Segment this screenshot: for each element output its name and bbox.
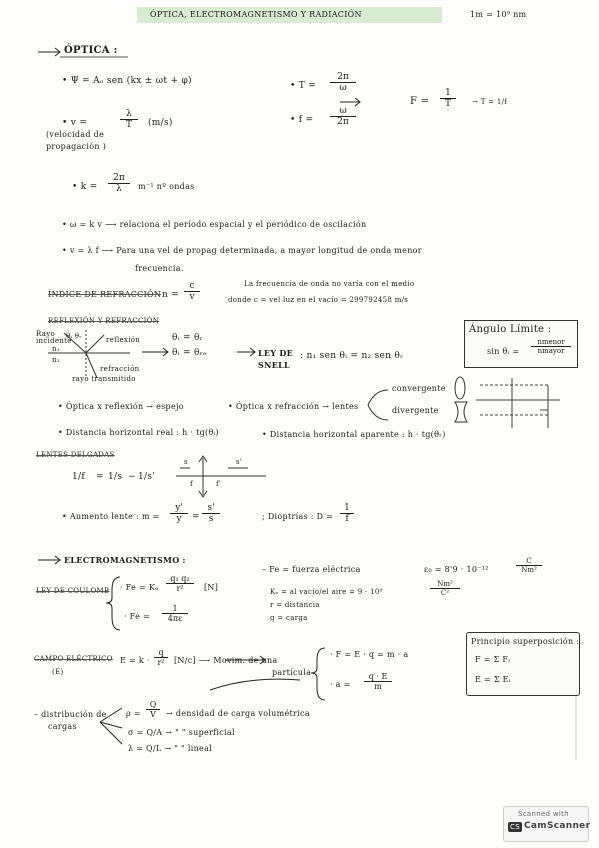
reflection-law-2: θᵢ = θᵣₑ: [172, 348, 207, 358]
wavenumber-fraction: $\frac{2\pi}{\lambda}$: [108, 173, 130, 194]
superposition-field: E = Σ Eᵢ: [475, 675, 511, 684]
critical-angle-title: Ángulo Límite :: [469, 324, 552, 335]
acceleration-fraction: $\frac{q \cdot E}{m}$: [364, 672, 392, 691]
camscanner-logo-icon: CS: [510, 823, 520, 831]
coulomb-brace: [106, 577, 120, 630]
field-equation-lhs: E = k ·: [120, 656, 150, 665]
lens-diagram-s: s: [184, 458, 188, 466]
lens-eq-term-b: 1/s': [138, 472, 156, 482]
rho-fraction: $\frac{Q}{V}$: [146, 700, 160, 719]
scanner-line-2: CamScanner: [524, 821, 591, 831]
arrow-electro: [38, 556, 60, 564]
epsilon-value: ε₀ = 8'9 · 10⁻¹²: [424, 565, 489, 574]
frequency-fraction: $\frac{\omega}{2\pi}$: [330, 106, 356, 127]
critical-angle-box: [464, 320, 578, 368]
dioptrias-fraction: $\frac{1}{f}$: [340, 503, 354, 524]
refraction-note-2: donde c = vel luz en el vacío = 299792458 m/s: [228, 296, 409, 304]
reflection-refraction-label: REFLEXIÓN Y REFRACCIÓN: [48, 317, 160, 325]
electric-field-label: CAMPO ELÉCTRICO: [34, 655, 113, 663]
magnification-fraction-1: $\frac{y'}{y}$: [170, 503, 188, 524]
dioptric-optics: • Óptica x refracción → lentes: [228, 402, 359, 411]
force-equation: · F = E · q = m · a: [330, 650, 409, 659]
ke-unit: $\frac{\text{Nm²}}{\text{C²}}$: [430, 580, 460, 597]
snell-label-2: SNELL: [258, 360, 290, 370]
period-frequency-note: → T = 1/f: [472, 98, 508, 106]
refraction-index-label: ÍNDICE DE REFRACCIÓN: [48, 290, 162, 299]
unit-conversion-note: 1m = 10⁹ nm: [470, 10, 527, 19]
dioptrias-lhs: ; Dioptrías : D =: [262, 512, 334, 521]
scanner-line-1: Scanned with: [518, 810, 569, 818]
rho-lhs: ρ =: [126, 709, 141, 718]
lens-diagram-f: f: [190, 480, 193, 488]
superposition-title: Principio superposición :: [471, 637, 580, 646]
critical-angle-fraction: nmenor nmayor: [531, 338, 571, 355]
page-title: ÓPTICA, ELECTROMAGNETISMO Y RADIACIÓN: [150, 10, 362, 19]
diagram-refracted-label: refracción: [100, 365, 140, 373]
epsilon-unit: $\frac{C}{\text{Nm²}}$: [516, 557, 542, 574]
lens-type-convergent: convergente: [392, 384, 446, 393]
critical-angle-lhs: sin θᵢ =: [487, 347, 520, 356]
real-distance: • Distancia horizontal real : h · tg(θᵢ): [58, 428, 219, 437]
diagram-transmitted-label: rayo transmitido: [72, 375, 136, 383]
diagram-incident-label: Rayo incidente: [36, 330, 72, 345]
rho-description: → densidad de carga volumétrica: [166, 709, 310, 718]
lambda-description: λ = Q/L → " " lineal: [128, 744, 212, 753]
omega-relation: • ω = k v ⟶ relaciona el período espacial y el periódico de oscilación: [62, 220, 367, 229]
ke-definition: Kₑ = al vacío/el aire = 9 · 10⁹: [270, 588, 383, 596]
magnification-equals: =: [192, 512, 200, 522]
refraction-index-lhs: n =: [162, 290, 180, 300]
lens-eq-equals: =: [96, 472, 104, 482]
coulomb-fe-2-fraction: $\frac{1}{4\pi\varepsilon}$: [162, 604, 188, 623]
velocity-lhs: • v =: [62, 118, 88, 128]
diagram-reflected-label: reflexión: [106, 336, 141, 344]
lens-eq-term-a: 1/s: [108, 472, 123, 482]
divergent-lens-icon: [455, 402, 467, 422]
coulomb-fe-1-fraction: $\frac{\text{q₁ q₂}}{\text{r²}}$: [166, 574, 194, 593]
refraction-index-fraction: $\frac{c}{v}$: [184, 281, 200, 302]
sigma-description: σ = Q/A → " " superficial: [128, 728, 235, 737]
field-brace: [311, 648, 325, 700]
refraction-note: La frecuencia de onda no varía con el medio: [244, 280, 415, 288]
diagram-angles-label: θᵢ θᵣ: [66, 332, 82, 340]
diagram-n1-label: n₁: [52, 345, 60, 353]
field-unit-particle: partícula: [272, 668, 312, 677]
snell-law: : n₁ sen θᵢ = n₂ sen θᵣ: [300, 351, 404, 361]
thin-lens-label: LENTES DELGADAS: [36, 451, 115, 459]
wavenumber-lhs: • k =: [72, 182, 98, 192]
lens-type-divergent: divergente: [392, 406, 439, 415]
F-fraction: $\frac{1}{T}$: [440, 88, 456, 109]
field-unit: [N/c] ⟶ Movim. de una: [174, 656, 278, 665]
electric-field-symbol: (E): [52, 668, 64, 676]
snell-label: LEY DE: [258, 348, 294, 358]
v-lambda-relation: • v = λ f ⟶ Para una vel de propag determinada, a mayor longitud de onda menor: [62, 246, 422, 255]
velocity-note-2: propagación ): [46, 142, 107, 151]
section-heading-electro: ELECTROMAGNETISMO :: [64, 555, 186, 565]
camscanner-badge: [503, 806, 589, 842]
wavenumber-note: m⁻¹ nº ondas: [138, 182, 195, 191]
r-definition: r = distancia: [270, 601, 320, 609]
arrow-F: [340, 98, 360, 106]
charge-distribution-label: – distribución de: [34, 710, 107, 719]
catoptric-optics: • Óptica x reflexión → espejo: [58, 402, 184, 411]
period-lhs: • T =: [290, 81, 317, 91]
lens-eq-lhs: 1/f: [72, 472, 85, 482]
field-fraction: $\frac{q}{\text{r²}}$: [154, 648, 168, 667]
lens-diagram-s-prime: s': [236, 458, 243, 466]
frequency-lhs: • f =: [290, 115, 314, 125]
reflection-law-1: θᵢ = θᵣ: [172, 333, 204, 343]
q-definition: q = carga: [270, 614, 308, 622]
velocity-fraction: $\frac{\lambda}{T}$: [120, 109, 138, 130]
wave-equation: • Ψ = Aₒ sen (kx ± ωt + φ): [62, 76, 192, 86]
velocity-unit: (m/s): [148, 118, 173, 128]
coulomb-label: LEY DE COULOMB: [36, 587, 110, 595]
coulomb-fe-1-lhs: · Fe = Kₑ: [120, 583, 159, 592]
section-heading-optica: ÓPTICA :: [64, 45, 118, 56]
lens-eq-minus: −: [128, 472, 136, 482]
convergent-lens-icon: [455, 377, 465, 399]
coulomb-fe-1-unit: [N]: [204, 583, 219, 592]
diagram-n2-label: n₂: [52, 356, 60, 364]
fe-definition: – Fe = fuerza eléctrica: [262, 565, 361, 574]
magnification-fraction-2: $\frac{s'}{s}$: [202, 503, 220, 524]
velocity-note: (velocidad de: [46, 130, 105, 139]
arrow-optica: [38, 48, 60, 56]
superposition-box: [466, 632, 580, 696]
F-lhs: F =: [410, 96, 430, 107]
acceleration-lhs: · a =: [330, 680, 351, 689]
period-fraction: $\frac{2\pi}{\omega}$: [330, 72, 356, 93]
magnification-lhs: • Aumento lente : m =: [62, 512, 160, 521]
superposition-force: F = Σ Fᵢ: [475, 655, 511, 664]
coulomb-fe-2-lhs: · Fe =: [124, 612, 150, 621]
v-lambda-continuation: frecuencia.: [135, 264, 184, 273]
charge-distribution-label-2: cargas: [48, 722, 77, 731]
apparent-distance: • Distancia horizontal aparente : h · tg(θᵣ): [262, 430, 446, 439]
lens-diagram-f-prime: f': [216, 480, 222, 488]
